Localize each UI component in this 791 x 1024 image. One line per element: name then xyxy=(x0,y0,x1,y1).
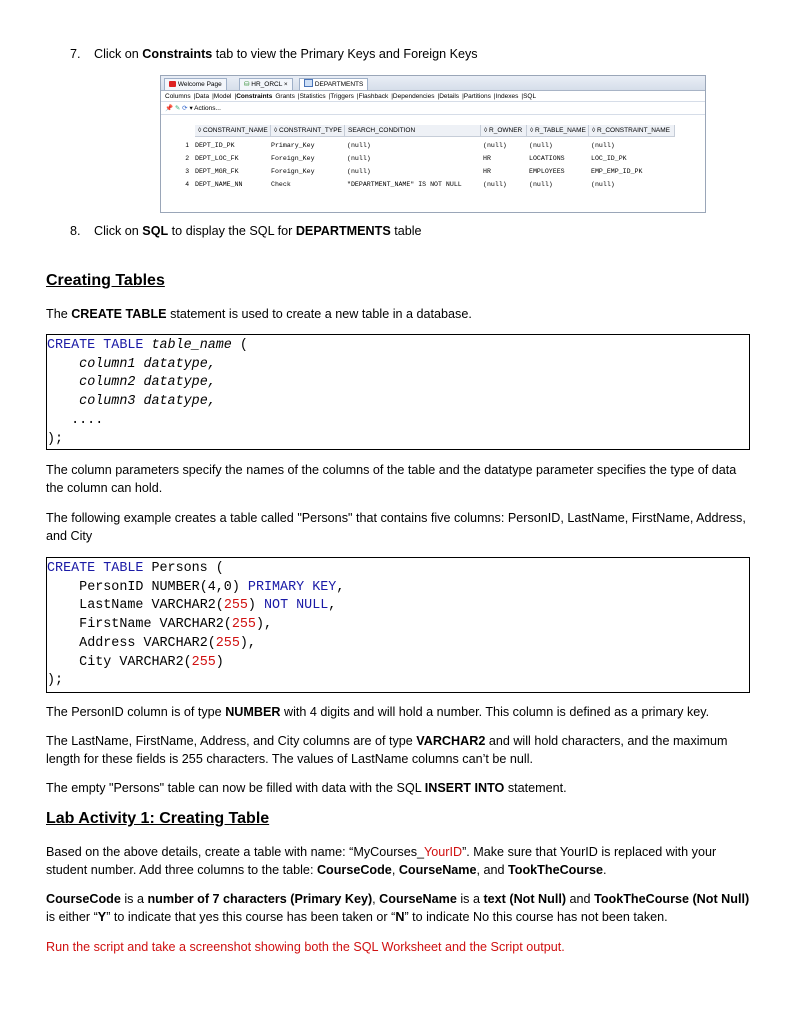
cell: (null) xyxy=(483,142,507,149)
step-8 xyxy=(70,224,422,238)
red-text: YourID xyxy=(424,845,463,859)
code-text: PersonID NUMBER(4,0) xyxy=(79,579,248,595)
edit-icon[interactable]: ✎ xyxy=(174,105,181,112)
column-header[interactable]: ◊ R_OWNER xyxy=(481,125,527,137)
text: , and xyxy=(476,863,509,877)
cell: LOCATIONS xyxy=(529,155,565,162)
step-7 xyxy=(70,47,478,61)
row-number: 4 xyxy=(185,181,189,188)
cell: HR xyxy=(483,168,491,175)
lab-paragraph-2 xyxy=(46,890,750,926)
code-text: , xyxy=(328,598,337,614)
subtab-partitions[interactable]: Partitions xyxy=(463,93,491,100)
column-header[interactable]: ◊ R_TABLE_NAME xyxy=(527,125,589,137)
subtab-constraints[interactable]: Constraints xyxy=(236,93,273,100)
text: , xyxy=(391,863,399,877)
code-text: , xyxy=(336,579,345,595)
table-row[interactable] xyxy=(161,165,681,178)
oracle-icon xyxy=(169,81,176,87)
tab-label: HR_ORCL xyxy=(251,81,283,88)
text: statement is used to create a new table in a database. xyxy=(166,307,472,321)
step-text: Click on xyxy=(94,224,143,238)
cell: DEPT_ID_PK xyxy=(195,142,235,149)
subtab-data[interactable]: Data xyxy=(195,93,210,100)
refresh-icon[interactable]: ⟳ xyxy=(182,105,188,112)
text: with 4 digits and will hold a number. This column is defined as a primary key. xyxy=(280,705,710,719)
section-heading-lab-activity: Lab Activity 1: Creating Table xyxy=(46,810,270,827)
text: ” to indicate that yes this course has been taken or “ xyxy=(106,910,396,924)
code-number: 255 xyxy=(215,635,240,651)
cell: LOC_ID_PK xyxy=(591,155,627,162)
bold-text: INSERT INTO xyxy=(424,781,505,795)
code-text: ), xyxy=(239,635,256,651)
code-text: Persons ( xyxy=(143,561,224,576)
code-keyword: CREATE TABLE xyxy=(47,561,144,576)
bold-text: text (Not Null) xyxy=(483,892,567,906)
bold-text: number of 7 characters (Primary Key) xyxy=(147,892,373,906)
text: Based on the above details, create a table with name: “MyCourses_ xyxy=(46,845,425,859)
subtab-model[interactable]: Model xyxy=(213,93,232,100)
cell: DEPT_NAME_NN xyxy=(195,181,243,188)
object-subtabs: Columns |Data |Model |Constraints Grants |Statistics |Triggers |Flashback |Dependencies |Details |Partitions |Indexes |SQL xyxy=(161,91,705,102)
paragraph-persons-example: The following example creates a table called "Persons" that contains five columns: PersonID, LastName, FirstName, Address, and City xyxy=(46,511,746,543)
column-header[interactable] xyxy=(345,125,481,137)
text: The empty "Persons" table can now be filled with data with the SQL xyxy=(46,781,425,795)
text: is either “ xyxy=(46,910,98,924)
cell: "DEPARTMENT_NAME" IS NOT NULL xyxy=(347,181,462,188)
row-number: 1 xyxy=(185,142,189,149)
code-text: ), xyxy=(255,617,273,633)
code-text: FirstName VARCHAR2( xyxy=(79,617,232,633)
sql-developer-screenshot xyxy=(160,75,706,213)
table-icon xyxy=(304,79,313,87)
cell: HR xyxy=(483,155,491,162)
header-label: CONSTRAINT_TYPE xyxy=(279,127,342,134)
step-bold-text: Constraints xyxy=(142,47,213,61)
text: is a xyxy=(120,892,148,906)
code-keyword: PRIMARY KEY xyxy=(247,579,337,595)
tab-welcome-page[interactable] xyxy=(164,78,227,90)
code-text: ); xyxy=(47,673,64,689)
subtab-columns[interactable]: Columns xyxy=(165,93,191,100)
table-row[interactable] xyxy=(161,152,681,165)
subtab-flashback[interactable]: Flashback xyxy=(358,93,389,100)
row-number: 3 xyxy=(185,168,189,175)
step-bold-text: SQL xyxy=(142,224,169,238)
code-text: ); xyxy=(47,431,64,447)
bold-text: TookTheCourse (Not Null) xyxy=(594,892,750,906)
text: statement. xyxy=(504,781,567,795)
subtab-indexes[interactable]: Indexes xyxy=(495,93,519,100)
step-number: 8. xyxy=(70,224,81,238)
text: , xyxy=(372,892,380,906)
lab-instruction-red: Run the script and take a screenshot showing both the SQL Worksheet and the Script output. xyxy=(46,940,565,954)
cell: EMPLOYEES xyxy=(529,168,565,175)
text: The LastName, FirstName, Address, and City columns are of type xyxy=(46,734,417,748)
code-keyword: NOT NULL xyxy=(264,598,329,614)
column-header[interactable]: ◊ CONSTRAINT_NAME xyxy=(195,125,271,137)
step-text: Click on xyxy=(94,47,143,61)
subtab-triggers[interactable]: Triggers xyxy=(330,93,354,100)
toolbar xyxy=(161,103,705,115)
intro-paragraph xyxy=(46,305,750,323)
table-row[interactable] xyxy=(161,139,681,152)
header-label: CONSTRAINT_NAME xyxy=(203,127,268,134)
bold-text: CourseCode xyxy=(46,892,121,906)
cell: Primary_Key xyxy=(271,142,315,149)
subtab-grants[interactable]: Grants xyxy=(275,93,295,100)
code-text: ( xyxy=(231,338,248,353)
cell: Foreign_Key xyxy=(271,168,315,175)
cell: (null) xyxy=(529,181,553,188)
text: . xyxy=(602,863,607,877)
text: ”. Make sure that YourID is replaced with your student number. Add three columns to the table: xyxy=(46,845,717,877)
cell: Foreign_Key xyxy=(271,155,315,162)
subtab-sql[interactable]: SQL xyxy=(523,93,537,100)
code-number: 255 xyxy=(231,617,256,633)
text: and xyxy=(566,892,595,906)
cell: (null) xyxy=(483,181,507,188)
cell: Check xyxy=(271,181,291,188)
tab-hr-orcl[interactable]: ⛁ HR_ORCL × xyxy=(239,78,293,90)
code-italic: column2 datatype, xyxy=(79,375,216,391)
code-text: LastName VARCHAR2( xyxy=(79,598,224,614)
code-block-syntax xyxy=(46,334,750,450)
subtab-dependencies[interactable]: Dependencies xyxy=(392,93,435,100)
cell: (null) xyxy=(591,142,615,149)
bold-text: NUMBER xyxy=(225,705,281,719)
step-text: table xyxy=(390,224,422,238)
code-text: City VARCHAR2( xyxy=(79,654,192,670)
column-header[interactable]: ◊ CONSTRAINT_TYPE xyxy=(271,125,345,137)
cell: (null) xyxy=(591,181,615,188)
bold-text: CourseName xyxy=(398,863,477,877)
step-text: tab to view the Primary Keys and Foreign Keys xyxy=(212,47,478,61)
code-text: .... xyxy=(71,412,104,428)
code-text: ) xyxy=(247,598,264,614)
tab-label: DEPARTMENTS xyxy=(314,81,364,88)
step-number: 7. xyxy=(70,47,81,61)
cell: (null) xyxy=(347,155,371,162)
actions-menu[interactable]: ▾ Actions... xyxy=(189,105,221,112)
cell: (null) xyxy=(529,142,553,149)
text: and will hold characters, and the maximum length for these fields is 255 characters. The values of LastName columns can’t be null. xyxy=(46,734,728,766)
pin-icon[interactable]: 📌 xyxy=(165,105,174,112)
lab-paragraph-1 xyxy=(46,843,750,879)
column-header[interactable]: ◊ R_CONSTRAINT_NAME xyxy=(589,125,675,137)
code-text: ) xyxy=(215,654,224,670)
paragraph-insert-into xyxy=(46,779,750,797)
actions-label: Actions... xyxy=(194,105,221,112)
document-tab-bar xyxy=(161,76,705,91)
row-number: 2 xyxy=(185,155,189,162)
paragraph-column-parameters: The column parameters specify the names of the columns of the table and the datatype parameter specifies the type of data the column can hold. xyxy=(46,463,737,495)
connection-icon: ⛁ xyxy=(244,81,250,88)
bold-text: CourseName xyxy=(379,892,457,906)
text: is a xyxy=(456,892,484,906)
code-number: 255 xyxy=(191,654,216,670)
section-heading-creating-tables: Creating Tables xyxy=(46,272,165,289)
table-row[interactable] xyxy=(161,178,681,191)
tab-label: Welcome Page xyxy=(177,81,222,88)
cell: (null) xyxy=(347,142,371,149)
cell: DEPT_LOC_FK xyxy=(195,155,239,162)
header-label: R_CONSTRAINT_NAME xyxy=(597,127,670,134)
header-label: SEARCH_CONDITION xyxy=(348,127,416,134)
bold-text: N xyxy=(395,910,405,924)
cell: (null) xyxy=(347,168,371,175)
code-italic: column3 datatype, xyxy=(79,394,216,410)
bold-text: TookTheCourse xyxy=(508,863,603,877)
bold-text: CourseCode xyxy=(316,863,392,877)
step-text: to display the SQL for xyxy=(168,224,296,238)
code-italic: table_name xyxy=(151,338,232,353)
header-label: R_OWNER xyxy=(489,127,523,134)
subtab-details[interactable]: Details xyxy=(439,93,460,100)
subtab-statistics[interactable]: Statistics xyxy=(299,93,326,100)
code-number: 255 xyxy=(223,598,248,614)
bold-text: Y xyxy=(97,910,107,924)
text: ” to indicate No this course has not been taken. xyxy=(404,910,668,924)
code-keyword: CREATE TABLE xyxy=(47,338,144,353)
tab-departments[interactable] xyxy=(299,78,368,90)
cell: EMP_EMP_ID_PK xyxy=(591,168,643,175)
paragraph-varchar2 xyxy=(46,732,750,768)
paragraph-personid xyxy=(46,703,750,721)
step-bold-text: DEPARTMENTS xyxy=(295,224,391,238)
bold-text: VARCHAR2 xyxy=(416,734,486,748)
code-text: Address VARCHAR2( xyxy=(79,635,216,651)
code-block-persons xyxy=(46,557,750,693)
code-italic: column1 datatype, xyxy=(79,356,216,372)
header-label: R_TABLE_NAME xyxy=(535,127,586,134)
text: The xyxy=(46,307,72,321)
bold-text: CREATE TABLE xyxy=(71,307,167,321)
text: The PersonID column is of type xyxy=(46,705,226,719)
cell: DEPT_MGR_FK xyxy=(195,168,239,175)
